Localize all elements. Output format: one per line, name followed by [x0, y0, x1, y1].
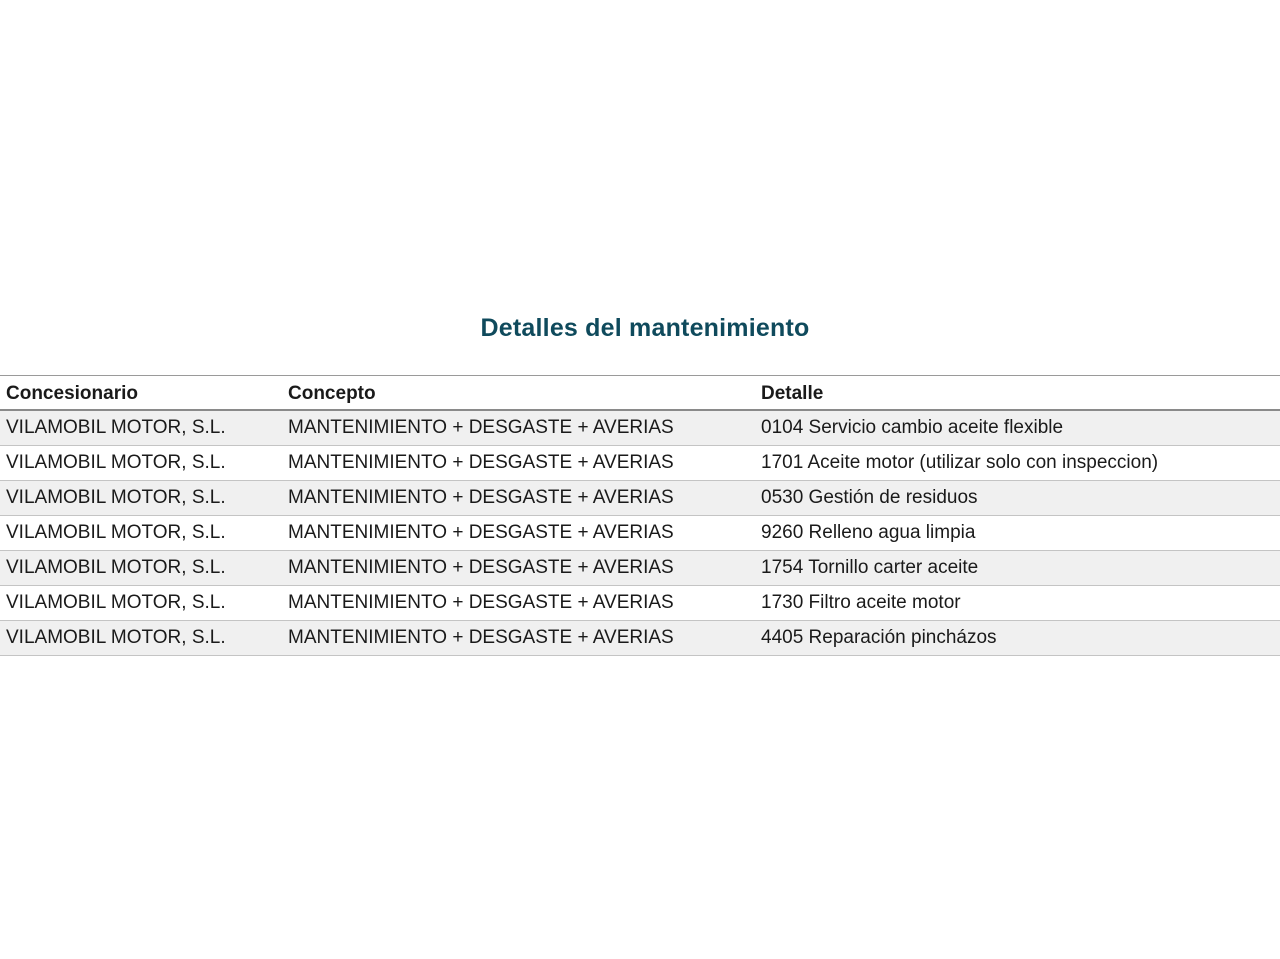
cell-concesionario: VILAMOBIL MOTOR, S.L.	[6, 452, 226, 473]
header-concepto: Concepto	[288, 383, 376, 404]
cell-detalle: 9260 Relleno agua limpia	[761, 522, 976, 543]
cell-concepto: MANTENIMIENTO + DESGASTE + AVERIAS	[288, 487, 674, 508]
cell-concesionario: VILAMOBIL MOTOR, S.L.	[6, 627, 226, 648]
page-title: Detalles del mantenimiento	[480, 314, 810, 342]
table-row	[0, 586, 1280, 621]
cell-concepto: MANTENIMIENTO + DESGASTE + AVERIAS	[288, 627, 674, 648]
cell-detalle: 1701 Aceite motor (utilizar solo con inspeccion)	[761, 452, 1159, 473]
cell-concesionario: VILAMOBIL MOTOR, S.L.	[6, 522, 226, 543]
cell-concepto: MANTENIMIENTO + DESGASTE + AVERIAS	[288, 522, 674, 543]
cell-detalle: 1754 Tornillo carter aceite	[761, 557, 979, 578]
cell-concesionario: VILAMOBIL MOTOR, S.L.	[6, 557, 226, 578]
table-row	[0, 411, 1280, 446]
table-row	[0, 551, 1280, 586]
cell-concesionario: VILAMOBIL MOTOR, S.L.	[6, 487, 226, 508]
header-detalle: Detalle	[761, 383, 824, 404]
cell-concepto: MANTENIMIENTO + DESGASTE + AVERIAS	[288, 452, 674, 473]
table-row	[0, 481, 1280, 516]
cell-detalle: 4405 Reparación pincházos	[761, 627, 997, 648]
table-row	[0, 516, 1280, 551]
table-row	[0, 621, 1280, 656]
cell-detalle: 0530 Gestión de residuos	[761, 487, 978, 508]
table-header-row	[0, 376, 1280, 411]
cell-detalle: 0104 Servicio cambio aceite flexible	[761, 417, 1064, 438]
cell-concesionario: VILAMOBIL MOTOR, S.L.	[6, 592, 226, 613]
cell-concepto: MANTENIMIENTO + DESGASTE + AVERIAS	[288, 417, 674, 438]
cell-concepto: MANTENIMIENTO + DESGASTE + AVERIAS	[288, 557, 674, 578]
header-concesionario: Concesionario	[6, 383, 138, 404]
cell-detalle: 1730 Filtro aceite motor	[761, 592, 961, 613]
maintenance-table	[0, 375, 1280, 656]
cell-concepto: MANTENIMIENTO + DESGASTE + AVERIAS	[288, 592, 674, 613]
cell-concesionario: VILAMOBIL MOTOR, S.L.	[6, 417, 226, 438]
table-row	[0, 446, 1280, 481]
